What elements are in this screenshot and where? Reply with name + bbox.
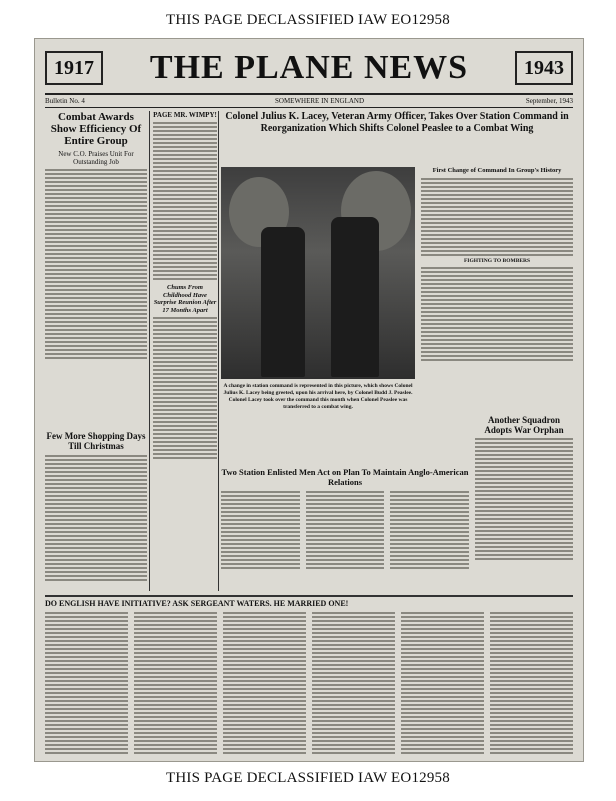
headline-combat-awards: Combat Awards Show Efficiency Of Entire Group	[50, 111, 142, 147]
headline-lacey: Colonel Julius K. Lacey, Veteran Army Officer, Takes Over Station Command in Reorganization Which Shifts Colonel Peaslee to a Combat Wing	[225, 111, 569, 134]
article-combat-awards	[45, 111, 147, 381]
photo-officers-handshake	[221, 167, 415, 379]
bulletin-number: Bulletin No. 4	[45, 97, 85, 105]
subhead-fighting-bombers: FIGHTING TO BOMBERS	[463, 257, 531, 264]
newspaper-title: THE PLANE NEWS	[149, 49, 469, 86]
article-shopping	[45, 431, 147, 591]
declassified-banner-top: THIS PAGE DECLASSIFIED IAW EO12958	[166, 12, 450, 28]
headline-adopt-orphan: Another Squadron Adopts War Orphan	[484, 415, 564, 435]
article-mr-wimpy	[153, 111, 217, 591]
section-rule	[45, 595, 573, 597]
article-bottom-banner	[45, 599, 573, 759]
body-mr-wimpy	[153, 122, 217, 280]
body-shopping	[45, 455, 147, 581]
info-bar	[45, 93, 573, 108]
headline-enlisted: Two Station Enlisted Men Act on Plan To Maintain Anglo-American Relations	[221, 467, 469, 487]
article-enlisted	[221, 467, 469, 591]
issue-date: September, 1943	[525, 97, 573, 105]
body-first-change	[421, 178, 573, 256]
body-combat-awards	[45, 169, 147, 359]
headline-mr-wimpy: PAGE MR. WIMPY!	[153, 111, 217, 119]
body-enlisted	[221, 491, 469, 571]
headline-bottom-banner: DO ENGLISH HAVE INITIATIVE? ASK SERGEANT WATERS. HE MARRIED ONE!	[45, 599, 349, 608]
column-rule	[218, 111, 219, 591]
headline-chums: Chums From Childhood Have Surprise Reunion After 17 Months Apart	[153, 284, 217, 314]
year-left-box: 1917	[45, 51, 103, 85]
body-adopt-orphan	[475, 438, 573, 560]
subhead-combat-awards: New C.O. Praises Unit For Outstanding Job	[58, 150, 134, 166]
declassified-banner-bottom: THIS PAGE DECLASSIFIED IAW EO12958	[166, 770, 450, 786]
article-adopt-orphan	[475, 415, 573, 591]
body-bottom-banner	[45, 612, 573, 756]
article-first-change	[421, 167, 573, 407]
year-right-box: 1943	[515, 51, 573, 85]
masthead	[45, 47, 573, 91]
column-rule	[149, 111, 150, 591]
body-chums	[153, 317, 217, 459]
location-line: SOMEWHERE IN ENGLAND	[275, 97, 365, 105]
headline-first-change: First Change of Command In Group's History	[432, 167, 562, 174]
newspaper-page	[34, 38, 584, 762]
article-lacey	[221, 111, 573, 163]
headline-shopping: Few More Shopping Days Till Christmas	[46, 431, 146, 451]
body-fighting-bombers	[421, 267, 573, 361]
photo-caption: A change in station command is represented in this picture, which shows Colonel Julius K. Lacey being greeted, upon his arrival here, by Colonel Budd J. Peaslee. Colonel Lacey took over the command this month when Colonel Peaslee was transferred to a combat wing.	[223, 383, 413, 410]
